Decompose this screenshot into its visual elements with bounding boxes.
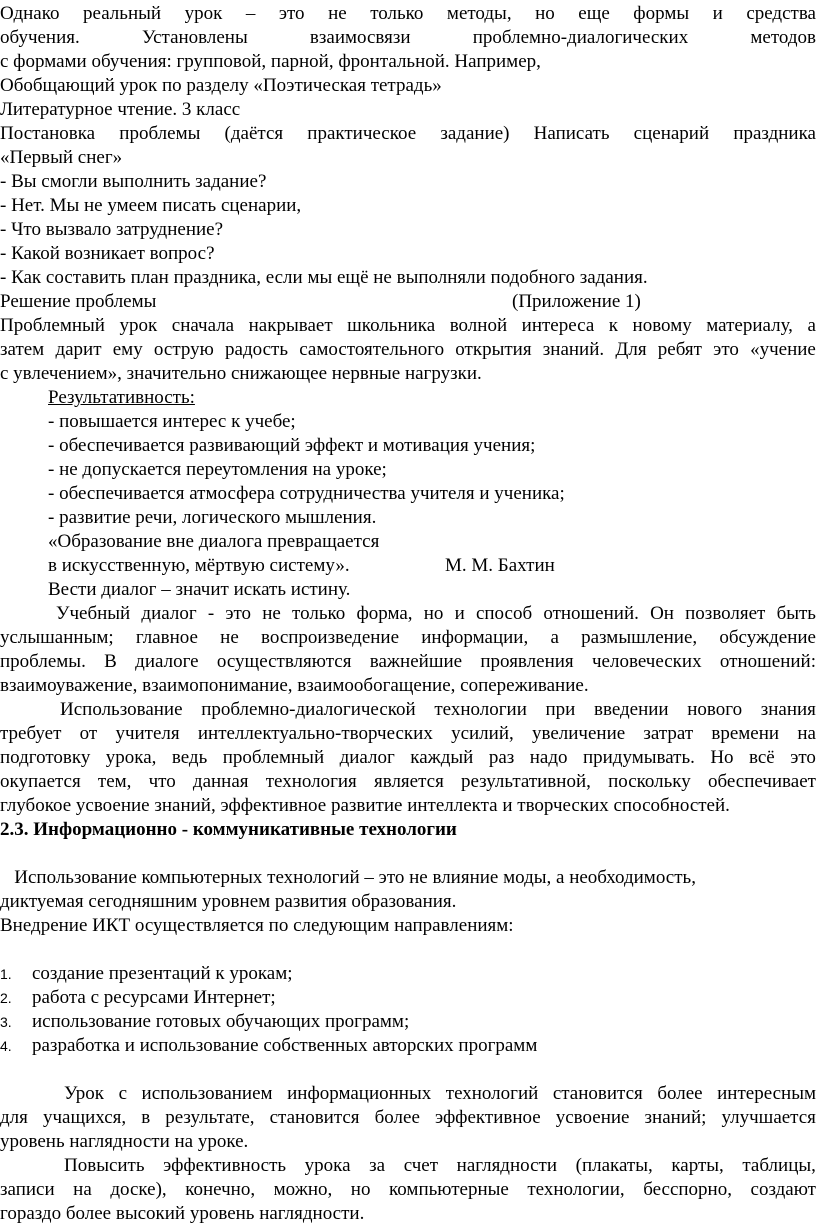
lesson-title: Обобщающий урок по разделу «Поэтическая тетрадь» xyxy=(0,75,442,96)
word: знаний. xyxy=(542,339,605,360)
word: формы xyxy=(633,3,690,24)
word: Использование xyxy=(60,699,183,720)
word: таблицы, xyxy=(742,1155,816,1176)
word: технологии xyxy=(434,699,527,720)
word: это xyxy=(713,339,739,360)
word: сначала xyxy=(171,315,235,336)
word: на xyxy=(797,723,816,744)
word: ведь xyxy=(171,747,208,768)
word: и xyxy=(454,603,465,624)
list-item-number: 3. xyxy=(0,1014,12,1030)
results-item: - обеспечивается развивающий эффект и мотивация учения; xyxy=(48,435,536,456)
word: знаний; xyxy=(644,1107,707,1128)
word: является xyxy=(373,771,444,792)
word: затрат xyxy=(643,723,694,744)
word: задание) xyxy=(440,123,510,144)
word: карты, xyxy=(671,1155,724,1176)
word: знания xyxy=(760,699,816,720)
word: самостоятельного xyxy=(299,339,445,360)
word: проблемный xyxy=(222,747,325,768)
word: главное xyxy=(135,627,198,648)
paragraph-3-line-1 xyxy=(56,602,816,626)
word: способ xyxy=(475,603,533,624)
quote-line-1: «Образование вне диалога превращается xyxy=(48,531,380,552)
ict-line-1: Использование компьютерных технологий – это не влияние моды, а необходимость, xyxy=(0,867,696,888)
dialogue-line: - Что вызвало затруднение? xyxy=(0,219,224,240)
paragraph-1-line-1 xyxy=(0,2,816,26)
word: и xyxy=(712,3,723,24)
word: быть xyxy=(776,603,816,624)
word: ему xyxy=(112,339,143,360)
word: времени xyxy=(711,723,780,744)
results-item: - развитие речи, логического мышления. xyxy=(48,507,377,528)
paragraph-1-line-3: с формами обучения: групповой, парной, фронтальной. Например, xyxy=(0,51,541,72)
results-item: - не допускается переутомления на уроке; xyxy=(48,459,387,480)
word: учащихся, xyxy=(42,1107,127,1128)
word: размышление, xyxy=(581,627,698,648)
word: результативной, xyxy=(461,771,591,792)
list-item-text: использование готовых обучающих программ; xyxy=(32,1011,410,1032)
dialogue-line: - Какой возникает вопрос? xyxy=(0,243,215,264)
word: человеческих xyxy=(591,651,702,672)
paragraph-6-line-3: гораздо более высокий уровень наглядности. xyxy=(0,1203,365,1224)
word: но xyxy=(423,603,444,624)
paragraph-4-line-4 xyxy=(0,770,816,794)
word: диалоге xyxy=(135,651,199,672)
word: более xyxy=(657,1083,703,1104)
word: это xyxy=(790,747,816,768)
word: становится xyxy=(269,1107,360,1128)
word: праздника xyxy=(733,123,816,144)
paragraph-3-line-4: взаимоуважение, взаимопонимание, взаимообогащение, сопереживание. xyxy=(0,675,589,696)
word: позволяет xyxy=(685,603,766,624)
word: взаимосвязи xyxy=(309,27,411,48)
ict-line-2: диктуемая сегодняшним уровнем развития образования. xyxy=(0,891,457,912)
word: использованием xyxy=(141,1083,273,1104)
word: при xyxy=(545,699,576,720)
word: подготовку xyxy=(0,747,91,768)
quote-line-2: в искусственную, мёртвую систему». xyxy=(48,555,350,576)
word: форма, xyxy=(356,603,413,624)
list-item-text: создание презентаций к урокам; xyxy=(32,963,293,984)
word: счет xyxy=(403,1155,439,1176)
solution-label: Решение проблемы xyxy=(0,291,157,312)
paragraph-2-line-1 xyxy=(0,314,816,338)
word: Он xyxy=(650,603,674,624)
word: доске), xyxy=(110,1179,167,1200)
paragraph-4-line-2 xyxy=(0,722,816,746)
word: придумывать. xyxy=(582,747,695,768)
word: более xyxy=(374,1107,420,1128)
word: (даётся xyxy=(224,123,284,144)
word: Проблемный xyxy=(0,315,105,336)
word: надо xyxy=(529,747,568,768)
paragraph-5-line-3: уровень наглядности на уроке. xyxy=(0,1131,249,1152)
word: острую xyxy=(153,339,214,360)
word: бесспорно, xyxy=(643,1179,732,1200)
word: не xyxy=(262,603,281,624)
word: новому xyxy=(632,315,692,336)
word: технология xyxy=(265,771,357,792)
word: информации, xyxy=(421,627,529,648)
word: интересным xyxy=(717,1083,816,1104)
word: урока, xyxy=(105,747,157,768)
word: Урок xyxy=(64,1083,105,1104)
word: только xyxy=(370,3,424,24)
list-item-text: разработка и использование собственных авторских программ xyxy=(32,1035,538,1056)
paragraph-2-line-2 xyxy=(0,338,816,362)
word: Для xyxy=(615,339,647,360)
word: диалог xyxy=(141,603,197,624)
word: только xyxy=(292,603,346,624)
list-item xyxy=(0,986,816,1010)
word: волной xyxy=(449,315,508,336)
word: к xyxy=(608,315,619,336)
list-item xyxy=(0,1010,816,1034)
word: в xyxy=(141,1107,151,1128)
word: осуществляются xyxy=(216,651,352,672)
word: Постановка xyxy=(0,123,96,144)
list-item-number: 4. xyxy=(0,1038,12,1054)
word: средства xyxy=(746,3,816,24)
word: – xyxy=(245,3,256,24)
word: отношений: xyxy=(719,651,816,672)
list-item-number: 2. xyxy=(0,990,12,1006)
word: Учебный xyxy=(56,603,131,624)
list-item-text: работа с ресурсами Интернет; xyxy=(32,987,276,1008)
word: учителя xyxy=(115,723,180,744)
word: увеличение xyxy=(531,723,626,744)
word: конечно, xyxy=(185,1179,256,1200)
word: требует xyxy=(0,723,62,744)
word: что xyxy=(148,771,176,792)
word: создают xyxy=(750,1179,816,1200)
word: за xyxy=(369,1155,386,1176)
paragraph-4-line-3 xyxy=(0,746,816,770)
word: (плакаты, xyxy=(575,1155,653,1176)
word: раз xyxy=(488,747,515,768)
word: урока xyxy=(304,1155,351,1176)
word: от xyxy=(79,723,98,744)
word: усвоение xyxy=(555,1107,630,1128)
word: можно, xyxy=(273,1179,333,1200)
paragraph-5-line-2 xyxy=(0,1106,816,1130)
word: практическое xyxy=(307,123,417,144)
word: компьютерные xyxy=(389,1179,509,1200)
word: данная xyxy=(192,771,249,792)
word: Но xyxy=(710,747,734,768)
word: результате, xyxy=(165,1107,255,1128)
word: урок xyxy=(119,315,158,336)
quote-line-3: Вести диалог – значит искать истину. xyxy=(48,579,351,600)
word: улучшается xyxy=(721,1107,816,1128)
word: урок xyxy=(184,3,223,24)
word: для xyxy=(0,1107,28,1128)
results-heading: Результативность: xyxy=(48,387,195,408)
word: окупается xyxy=(0,771,81,792)
paragraph-1-line-2 xyxy=(0,26,816,50)
word: информационных xyxy=(287,1083,432,1104)
section-heading: 2.3. Информационно - коммуникативные технологии xyxy=(0,819,457,840)
word: Повысить xyxy=(64,1155,145,1176)
dialogue-line: - Нет. Мы не умеем писать сценарии, xyxy=(0,195,302,216)
paragraph-4-line-1 xyxy=(60,698,816,722)
word: открытия xyxy=(455,339,532,360)
word: становится xyxy=(552,1083,643,1104)
paragraph-2-line-3: с увлечением», значительно снижающее нервные нагрузки. xyxy=(0,363,482,384)
word: воспроизведение xyxy=(261,627,400,648)
word: всё xyxy=(749,747,775,768)
word: дарит xyxy=(55,339,102,360)
word: усилий, xyxy=(451,723,514,744)
word: интеллектуально-творческих xyxy=(197,723,433,744)
word: проблемно-диалогических xyxy=(472,27,689,48)
lesson-subject: Литературное чтение. 3 класс xyxy=(0,99,241,120)
word: диалог xyxy=(339,747,395,768)
word: каждый xyxy=(410,747,474,768)
word: накрывает xyxy=(248,315,333,336)
list-item xyxy=(0,962,816,986)
list-item-number: 1. xyxy=(0,966,12,982)
word: а xyxy=(807,315,816,336)
word: не xyxy=(328,3,347,24)
word: с xyxy=(118,1083,127,1104)
word: «учение xyxy=(750,339,816,360)
word: поскольку xyxy=(608,771,691,792)
word: эффективное xyxy=(434,1107,541,1128)
word: отношений. xyxy=(543,603,639,624)
word: наглядности xyxy=(456,1155,558,1176)
word: еще xyxy=(578,3,610,24)
word: реальный xyxy=(83,3,162,24)
word: материалу, xyxy=(706,315,793,336)
word: но xyxy=(350,1179,371,1200)
word: технологий xyxy=(445,1083,539,1104)
word: проблемы xyxy=(119,123,201,144)
word: это xyxy=(225,603,252,624)
word: проявления xyxy=(480,651,574,672)
word: школьника xyxy=(347,315,436,336)
word: Написать xyxy=(533,123,610,144)
word: - xyxy=(207,603,215,624)
word: обеспечивает xyxy=(707,771,816,792)
word: введении xyxy=(593,699,669,720)
word: не xyxy=(220,627,239,648)
word: проблемно-диалогической xyxy=(201,699,416,720)
word: интереса xyxy=(521,315,595,336)
word: но xyxy=(535,3,555,24)
word: ребят xyxy=(657,339,702,360)
word: обсуждение xyxy=(719,627,816,648)
word: эффективность xyxy=(163,1155,287,1176)
quote-author: М. М. Бахтин xyxy=(445,555,555,576)
word: методов xyxy=(750,27,816,48)
word: сценарий xyxy=(633,123,710,144)
word: Однако xyxy=(0,3,60,24)
ict-line-3: Внедрение ИКТ осуществляется по следующим направлениям: xyxy=(0,915,514,936)
paragraph-6-line-1 xyxy=(64,1154,816,1178)
word: проблемы. xyxy=(0,651,86,672)
appendix-reference: (Приложение 1) xyxy=(512,291,641,312)
word: обучения. xyxy=(0,27,80,48)
word: методы, xyxy=(446,3,512,24)
word: Установлены xyxy=(141,27,248,48)
word: на xyxy=(73,1179,92,1200)
results-item: - обеспечивается атмосфера сотрудничества учителя и ученика; xyxy=(48,483,565,504)
word: записи xyxy=(0,1179,55,1200)
dialogue-line: - Как составить план праздника, если мы ещё не выполняли подобного задания. xyxy=(0,267,648,288)
list-item xyxy=(0,1034,816,1058)
word: затем xyxy=(0,339,45,360)
paragraph-3-line-2 xyxy=(0,626,816,650)
word: В xyxy=(104,651,117,672)
dialogue-line: - Вы смогли выполнить задание? xyxy=(0,171,267,192)
word: тем, xyxy=(97,771,132,792)
word: важнейшие xyxy=(369,651,463,672)
word: услышанным; xyxy=(0,627,114,648)
paragraph-3-line-3 xyxy=(0,650,816,674)
word: а xyxy=(550,627,559,648)
problem-line-2: «Первый снег» xyxy=(0,147,123,168)
paragraph-5-line-1 xyxy=(64,1082,816,1106)
results-item: - повышается интерес к учебе; xyxy=(48,411,296,432)
word: технологии, xyxy=(527,1179,625,1200)
word: радость xyxy=(225,339,289,360)
word: это xyxy=(278,3,305,24)
paragraph-4-line-5: глубокое усвоение знаний, эффективное развитие интеллекта и творческих способностей. xyxy=(0,795,730,816)
paragraph-6-line-2 xyxy=(0,1178,816,1202)
problem-line-1 xyxy=(0,122,816,146)
word: нового xyxy=(687,699,743,720)
